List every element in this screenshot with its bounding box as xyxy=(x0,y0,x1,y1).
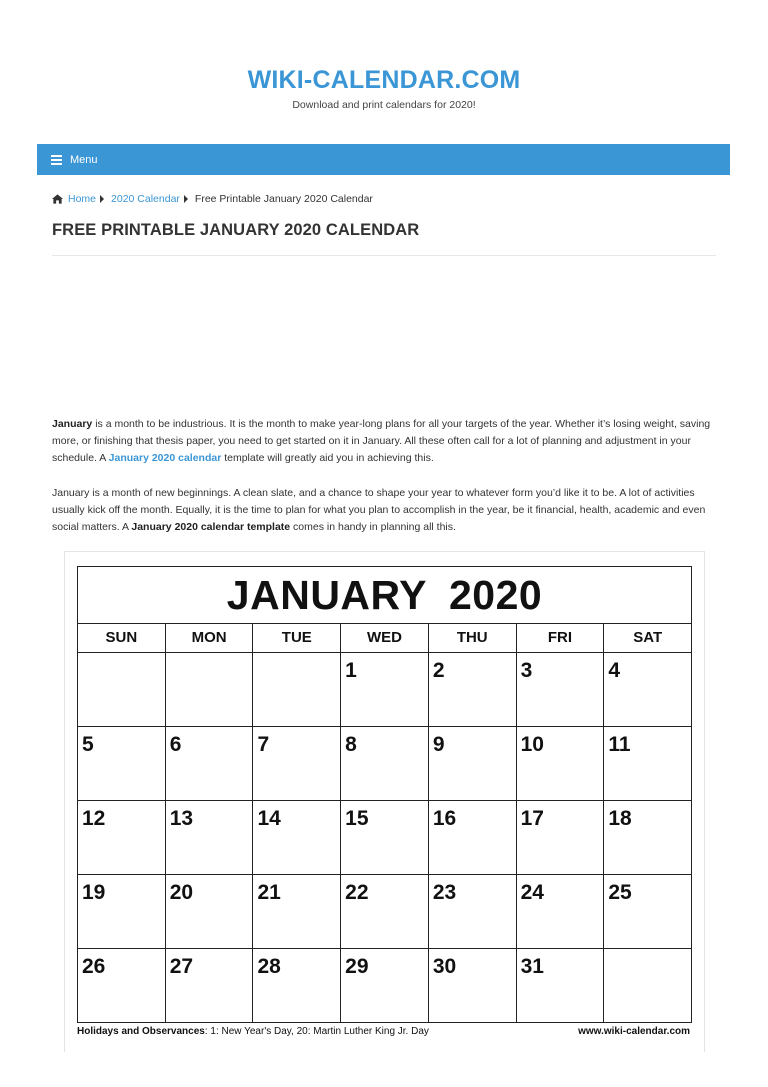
day-cell: 11 xyxy=(603,727,691,800)
breadcrumb-home-link[interactable]: Home xyxy=(68,193,97,205)
breadcrumb-category-link[interactable]: 2020 Calendar xyxy=(111,193,180,205)
weekday-label: SAT xyxy=(603,624,691,652)
weekday-label: THU xyxy=(428,624,516,652)
day-cell xyxy=(252,653,340,726)
day-cell: 10 xyxy=(516,727,604,800)
holidays-text: : 1: New Year's Day, 20: Martin Luther King Jr. Day xyxy=(204,1026,429,1037)
calendar-footer xyxy=(77,1026,690,1037)
day-cell: 3 xyxy=(516,653,604,726)
day-cell: 9 xyxy=(428,727,516,800)
holidays-label: Holidays and Observances xyxy=(77,1026,205,1037)
second-text-end: comes in handy in planning all this. xyxy=(290,521,456,533)
day-cell: 22 xyxy=(340,875,428,948)
second-bold: January 2020 calendar template xyxy=(131,521,291,533)
january-calendar-link[interactable]: January 2020 calendar xyxy=(108,452,222,464)
second-text: January is a month of new beginnings. A clean slate, and a chance to shape your year to whatever form you’d like it to be. A lot of activities usually kick off the month. Equally, it is the time to plan for what you plan to accomplish in the year, be it financial, health, academic and even social matters. A xyxy=(52,487,706,533)
day-cell: 31 xyxy=(516,949,604,1022)
week-row xyxy=(78,653,691,727)
day-cell: 23 xyxy=(428,875,516,948)
intro-lead: January xyxy=(52,418,93,430)
intro-text-end: template will greatly aid you in achieving this. xyxy=(221,452,434,464)
site-description: Download and print calendars for 2020! xyxy=(292,99,476,111)
page-title: FREE PRINTABLE JANUARY 2020 CALENDAR xyxy=(52,221,420,239)
day-cell: 2 xyxy=(428,653,516,726)
day-cell: 27 xyxy=(165,949,253,1022)
day-cell: 20 xyxy=(165,875,253,948)
holidays-note xyxy=(77,1026,429,1037)
week-row xyxy=(78,875,691,949)
day-cell: 21 xyxy=(252,875,340,948)
day-cell: 19 xyxy=(82,881,106,904)
day-cell: 5 xyxy=(82,733,94,756)
day-cell xyxy=(78,653,165,726)
calendar-grid xyxy=(77,566,692,1023)
week-row xyxy=(78,949,691,1023)
second-paragraph xyxy=(52,485,718,536)
day-cell: 7 xyxy=(252,727,340,800)
caret-right-icon xyxy=(184,195,188,203)
day-cell: 1 xyxy=(340,653,428,726)
menu-bar[interactable] xyxy=(37,144,730,175)
weekday-label: TUE xyxy=(252,624,340,652)
intro-paragraph xyxy=(52,416,718,467)
day-cell: 14 xyxy=(252,801,340,874)
day-cell: 28 xyxy=(252,949,340,1022)
day-cell: 4 xyxy=(603,653,691,726)
weekday-label: SUN xyxy=(105,629,138,646)
weekday-label: MON xyxy=(165,624,253,652)
day-cell: 26 xyxy=(82,955,106,978)
week-row xyxy=(78,727,691,801)
weekday-label: WED xyxy=(340,624,428,652)
menu-label[interactable]: Menu xyxy=(70,153,98,166)
day-cell: 17 xyxy=(516,801,604,874)
hamburger-icon[interactable] xyxy=(51,153,62,167)
day-cell: 6 xyxy=(165,727,253,800)
day-cell: 30 xyxy=(428,949,516,1022)
caret-right-icon xyxy=(100,195,104,203)
day-cell xyxy=(603,949,691,1022)
day-cell: 25 xyxy=(603,875,691,948)
calendar-image[interactable] xyxy=(64,551,705,1052)
day-cell: 8 xyxy=(340,727,428,800)
day-cell: 24 xyxy=(516,875,604,948)
day-cell: 18 xyxy=(603,801,691,874)
day-cell xyxy=(165,653,253,726)
calendar-site-url: www.wiki-calendar.com xyxy=(578,1026,690,1037)
day-cell: 29 xyxy=(340,949,428,1022)
calendar-heading xyxy=(78,567,691,624)
breadcrumb xyxy=(52,193,373,205)
home-icon xyxy=(52,194,63,204)
day-cell: 16 xyxy=(428,801,516,874)
day-cell: 13 xyxy=(165,801,253,874)
weekday-header-row xyxy=(78,624,691,653)
site-title[interactable]: WIKI-CALENDAR.COM xyxy=(247,66,521,94)
calendar-year: 2020 xyxy=(448,571,543,618)
day-cell: 12 xyxy=(82,807,106,830)
week-row xyxy=(78,801,691,875)
title-divider xyxy=(52,255,716,256)
intro-text: is a month to be industrious. It is the month to make year-long plans for all your targets of the year. Whether it’s losing weight, saving more, or finishing that thesis paper, you need to get started on it in January. All these often call for a lot of planning and adjustment in your schedule. A xyxy=(52,418,711,464)
calendar-month: JANUARY xyxy=(226,571,427,618)
breadcrumb-current: Free Printable January 2020 Calendar xyxy=(194,193,373,205)
day-cell: 15 xyxy=(340,801,428,874)
weekday-label: FRI xyxy=(516,624,604,652)
